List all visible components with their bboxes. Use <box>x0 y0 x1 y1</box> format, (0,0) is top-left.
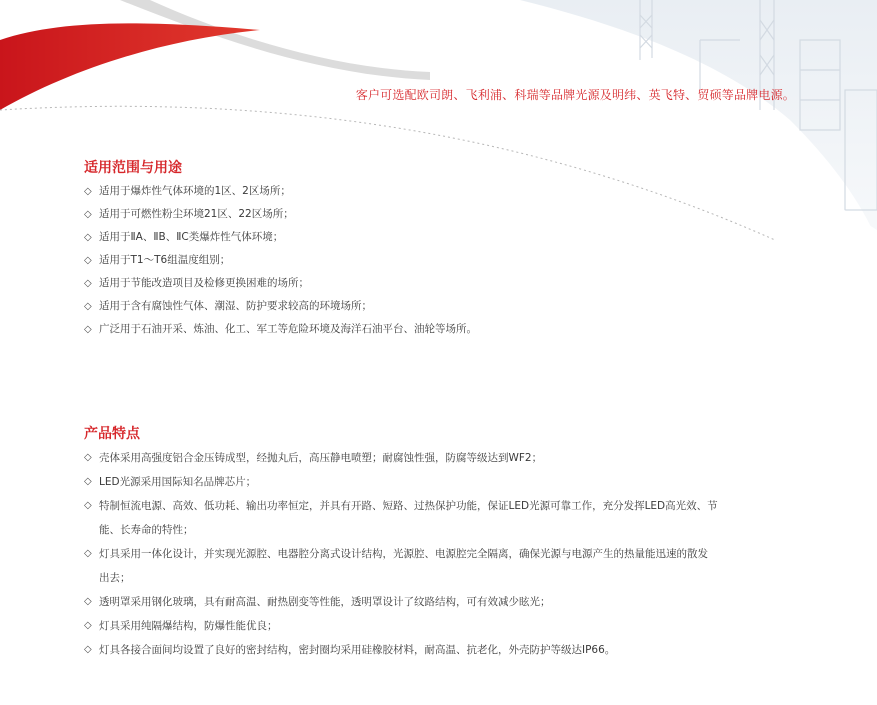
list-item <box>84 590 804 614</box>
list-item <box>84 470 804 494</box>
list-item-continuation: 能、长寿命的特性； <box>99 524 194 536</box>
application-scope-title: 适用范围与用途 <box>84 160 182 176</box>
list-item <box>84 614 804 638</box>
list-item: ◇ 适用于可燃性粉尘环境21区、22区场所； <box>84 203 804 226</box>
application-scope-section <box>84 158 804 341</box>
list-item <box>84 542 804 590</box>
list-item-continuation: 出去； <box>99 572 131 584</box>
list-item <box>84 638 804 662</box>
brand-options-note: 客户可选配欧司朗、飞利浦、科瑞等品牌光源及明纬、英飞特、贸硕等品牌电源。 <box>355 88 795 102</box>
list-item: ◇ 适用于节能改造项目及检修更换困难的场所； <box>84 272 804 295</box>
list-item-text: 壳体采用高强度铝合金压铸成型，经抛丸后，高压静电喷塑；耐腐蚀性强，防腐等级达到WF2； <box>99 452 543 464</box>
list-item: ◇ 适用于爆炸性气体环境的1区、2区场所； <box>84 180 804 203</box>
list-item-text: LED光源采用国际知名品牌芯片； <box>99 476 257 488</box>
list-item: ◇ 广泛用于石油开采、炼油、化工、军工等危险环境及海洋石油平台、油轮等场所。 <box>84 318 804 341</box>
list-item: ◇ 适用于ⅡA、ⅡB、ⅡC类爆炸性气体环境； <box>84 226 804 249</box>
product-features-title: 产品特点 <box>84 426 140 442</box>
application-scope-list <box>84 180 804 341</box>
list-item-text: 灯具采用纯隔爆结构，防爆性能优良； <box>99 620 278 632</box>
list-item: ◇ 适用于T1～T6组温度组别； <box>84 249 804 272</box>
list-item-text: 灯具采用一体化设计，并实现光源腔、电器腔分离式设计结构，光源腔、电源腔完全隔离，确保光源与电源产生的热量能迅速的散发 <box>99 548 708 560</box>
list-item-text: 灯具各接合面间均设置了良好的密封结构，密封圈均采用硅橡胶材料，耐高温、抗老化，外壳防护等级达IP66。 <box>99 644 616 656</box>
list-item <box>84 494 804 542</box>
product-features-list <box>84 446 804 662</box>
list-item: ◇ 适用于含有腐蚀性气体、潮湿、防护要求较高的环境场所； <box>84 295 804 318</box>
product-features-section <box>84 424 804 662</box>
list-item <box>84 446 804 470</box>
list-item-text: 特制恒流电源、高效、低功耗、输出功率恒定，并具有开路、短路、过热保护功能，保证LED光源可靠工作，充分发挥LED高光效、节 <box>99 500 718 512</box>
list-item-text: 透明罩采用钢化玻璃，具有耐高温、耐热剧变等性能，透明罩设计了纹路结构，可有效减少眩光； <box>99 596 551 608</box>
